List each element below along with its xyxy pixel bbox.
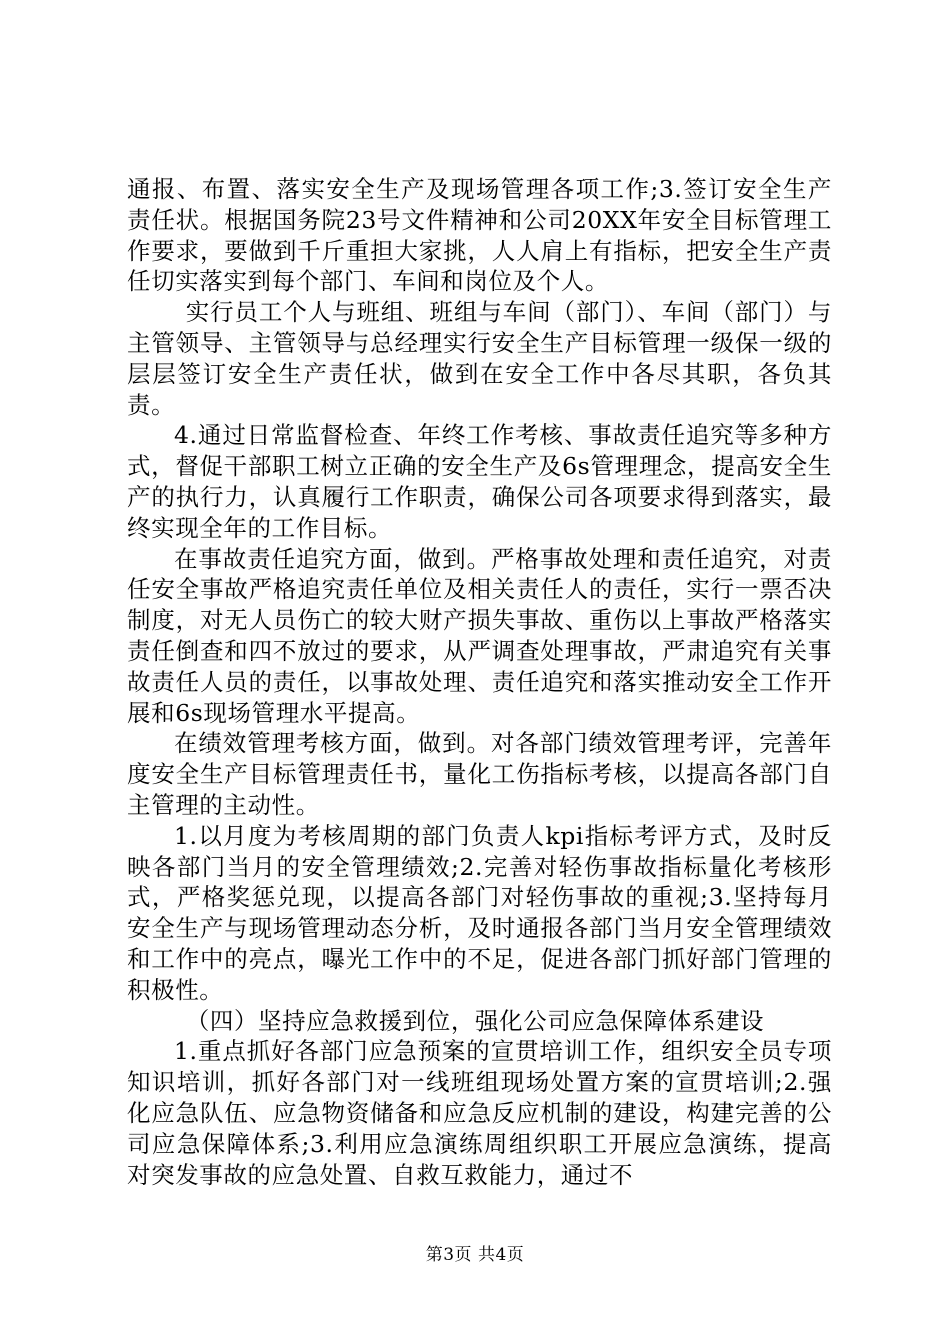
paragraph-5: 在绩效管理考核方面，做到。对各部门绩效管理考评，完善年度安全生产目标管理责任书，量化工伤指标考核，以提高各部门自主管理的主动性。 (127, 729, 832, 819)
paragraph-6: 1.以月度为考核周期的部门负责人kpi指标考评方式，及时反映各部门当月的安全管理绩效;2.完善对轻伤事故指标量化考核形式，严格奖惩兑现，以提高各部门对轻伤事故的重视;3.坚持每月安全生产与现场管理动态分析，及时通报各部门当月安全管理绩效和工作中的亮点，曝光工作中的不足，促进各部门抓好部门管理的积极性。 (127, 821, 832, 1004)
section-heading: （四）坚持应急救援到位，强化公司应急保障体系建设 (185, 1006, 765, 1035)
paragraph-3: 4.通过日常监督检查、年终工作考核、事故责任追究等多种方式，督促干部职工树立正确的安全生产及6s管理理念，提高安全生产的执行力，认真履行工作职责，确保公司各项要求得到落实，最终实现全年的工作目标。 (127, 421, 832, 542)
paragraph-7: 1.重点抓好各部门应急预案的宣贯培训工作，组织安全员专项知识培训，抓好各部门对一线班组现场处置方案的宣贯培训;2.强化应急队伍、应急物资储备和应急反应机制的建设，构建完善的公司应急保障体系;3.利用应急演练周组织职工开展应急演练，提高对突发事故的应急处置、自救互救能力，通过不 (127, 1037, 832, 1189)
paragraph-4: 在事故责任追究方面，做到。严格事故处理和责任追究，对责任安全事故严格追究责任单位及相关责任人的责任，实行一票否决制度，对无人员伤亡的较大财产损失事故、重伤以上事故严格落实责任倒查和四不放过的要求，从严调查处理事故，严肃追究有关事故责任人员的责任，以事故处理、责任追究和落实推动安全工作开展和6s现场管理水平提高。 (127, 544, 832, 727)
paragraph-1: 通报、布置、落实安全生产及现场管理各项工作;3.签订安全生产责任状。根据国务院23号文件精神和公司20XX年安全目标管理工作要求，要做到千斤重担大家挑，人人肩上有指标，把安全生产责任切实落实到每个部门、车间和岗位及个人。 (127, 175, 832, 296)
document-body (127, 174, 832, 1190)
page-footer: 第3页 共4页 (425, 1245, 525, 1265)
paragraph-2: 实行员工个人与班组、班组与车间（部门）、车间（部门）与主管领导、主管领导与总经理实行安全生产目标管理一级保一级的层层签订安全生产责任状，做到在安全工作中各尽其职，各负其责。 (127, 298, 832, 419)
